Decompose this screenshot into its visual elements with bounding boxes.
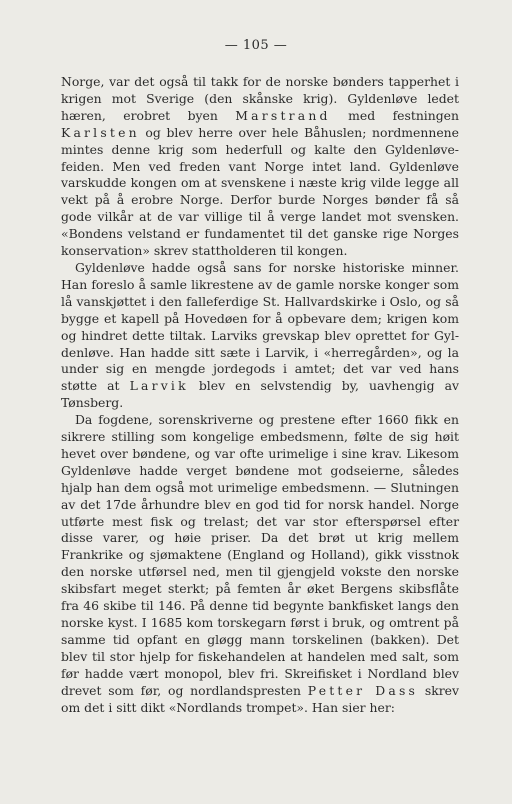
spaced-name-marstrand: Marstrand: [235, 107, 331, 123]
paragraph-3: [61, 412, 459, 716]
text-segment: og blev herre over hele Båhuslen; nordmennene mintes denne krig som hederfull og kalte den Gyldenløve-feiden. Men ved freden vant Norge intet land. Gyldenløve varskudde kongen om at svenskene i næste krig vilde legge all vekt på å erobre Norge. Derfor burde Norges bønder få så gode vilkår at de var villige til å verge landet mot svensken. «Bondens velstand er fundamentet til det ganske rige Norges konservation» skrev stattholderen til kongen.: [61, 124, 459, 259]
page-number: — 105 —: [224, 38, 288, 53]
text-segment: blev en selvstendig by, uavhengig av Tønsberg.: [61, 378, 459, 411]
text-segment: Norge, var det også til takk for de norske bønders tapperhet i krigen mot Sverige (den skånske krig). Gyldenløve ledet hæren, erobret byen: [61, 74, 459, 123]
body-text: [61, 74, 459, 716]
text-segment: med festningen: [330, 107, 459, 123]
spaced-name-petter-dass: Petter Dass: [307, 682, 419, 698]
paragraph-2: [61, 260, 459, 412]
paragraph-1: [61, 74, 459, 260]
spaced-name-karlsten: Karlsten: [61, 124, 140, 140]
text-segment: skrev om det i sitt dikt «Nordlands trompet». Han sier her:: [61, 682, 459, 715]
text-segment: Gyldenløve hadde også sans for norske historiske minner. Han foreslo å samle likrestene av de gamle norske konger som lå vanskjøttet i den falleferdige St. Hallvardskirke i Oslo, og så bygge et kapell på Hovedøen for å opbevare dem; krigen kom og hindret dette tiltak. Larviks grevskap blev oprettet for Gyldenløve. Han hadde sitt sæte i Larvik, i «herregården», og la under sig en mengde jordegods i amtet; det var ved hans støtte at: [61, 259, 459, 394]
spaced-name-larvik: Larvik: [129, 378, 189, 394]
text-segment: Da fogdene, sorenskriverne og prestene efter 1660 fikk en sikrere stilling som kongelige embedsmenn, følte de sig høit hevet over bøndene, og var ofte urimelige i sine krav. Likesom Gyldenløve hadde verget bøndene mot godseierne, således hjalp han dem også mot urimelige embedsmenn. — Slutningen av det 17de århundre blev en god tid for norsk handel. Norge utførte mest fisk og trelast; det var stor efterspørsel efter disse varer, og høie priser. Da det brøt ut krig mellem Frankrike og sjømaktene (England og Holland), gikk visstnok den norske utførsel ned, men til gjengjeld vokste den norske skibsfart meget sterkt; på femten år øket Bergens skibsflåte fra 46 skibe til 146. På denne tid begynte bankfisket langs den norske kyst. I 1685 kom torskegarn først i bruk, og omtrent på samme tid opfant en gløgg mann torskelinen (bakken). Det blev til stor hjelp for fiskehandelen at handelen med salt, som før hadde vært monopol, blev fri. Skreifisket i Nordland blev drevet som før, og nordlandspresten: [61, 412, 459, 698]
